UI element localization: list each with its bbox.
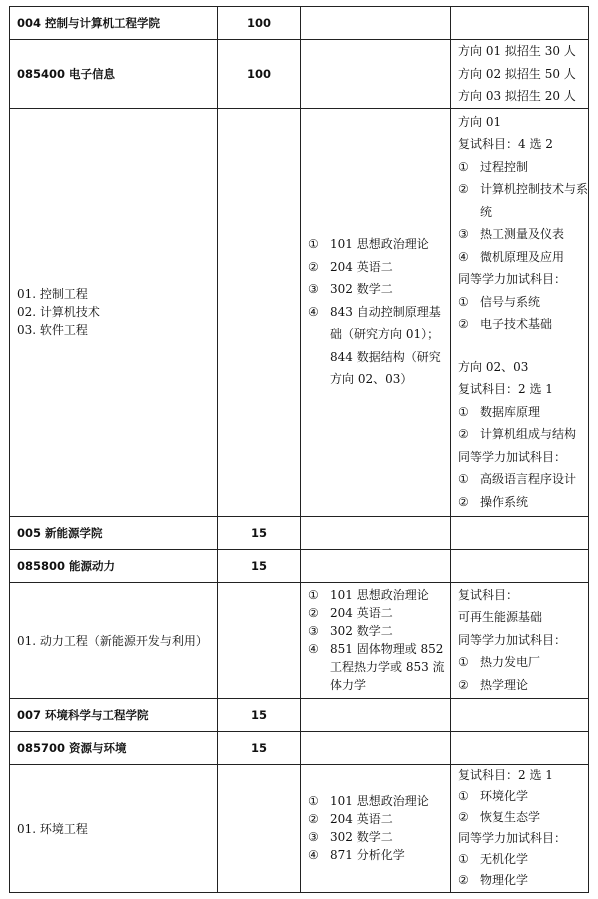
retest-subjects: 复试科目：2 选 1 ① 环境化学 ② 恢复生态学 同等学力加试科目： ① 无机化学 ② 物理化学 <box>451 764 589 892</box>
direction-note: 方向 03 拟招生 20 人 <box>458 89 576 103</box>
college-name: 007 环境科学与工程学院 <box>10 698 218 731</box>
table-row <box>10 764 589 892</box>
quota: 15 <box>218 698 301 731</box>
major-item: 02. 计算机技术 <box>17 305 100 319</box>
major-item: 01. 控制工程 <box>17 287 88 301</box>
quota: 15 <box>218 549 301 582</box>
exam-subjects <box>301 582 451 698</box>
retest-subjects: 方向 01 复试科目：4 选 2 ① 过程控制 ② 计算机控制技术与系统 ③ 热工测量及仪表 ④ 微机原理及应用 同等学力加试科目： ① 信号与系统 ② 电子技术基础 方向 02、03 复试科目：2 选 1 ① 数据库原理 ② 计算机组成与结构 同等学力加试科目： ① 高级语言程序设计 ② 操作系统 <box>451 108 589 516</box>
exam-item: ④ 851 固体物理或 852 工程热力学或 853 流体力学 <box>308 642 445 692</box>
table-row <box>10 549 589 582</box>
exam-subjects <box>301 764 451 892</box>
major-list <box>10 764 218 892</box>
degree-name: 085400 电子信息 <box>10 40 218 109</box>
direction-note: 方向 02 拟招生 50 人 <box>458 66 576 81</box>
exam-item: ③ 302 数学二 <box>308 624 393 638</box>
table-row <box>10 582 589 698</box>
degree-name: 085700 资源与环境 <box>10 731 218 764</box>
major-list <box>10 108 218 516</box>
direction-notes <box>451 40 589 109</box>
exam-item: ② 204 英语二 <box>308 259 393 274</box>
table-row <box>10 698 589 731</box>
exam-item: ② 204 英语二 <box>308 606 393 620</box>
table-row <box>10 40 589 109</box>
major-list <box>10 582 218 698</box>
table-row <box>10 731 589 764</box>
quota: 100 <box>218 7 301 40</box>
admission-table <box>9 6 589 893</box>
exam-item: ① 101 思想政治理论 <box>308 237 429 252</box>
direction-note: 方向 01 拟招生 30 人 <box>458 44 576 58</box>
quota: 15 <box>218 731 301 764</box>
college-name: 004 控制与计算机工程学院 <box>10 7 218 40</box>
exam-item: ④ 843 自动控制原理基础（研究方向 01）；844 数据结构（研究方向 02、03） <box>308 304 441 387</box>
exam-item: ① 101 思想政治理论 <box>308 588 429 602</box>
exam-item: ① 101 思想政治理论 <box>308 794 429 808</box>
major-item: 03. 软件工程 <box>17 323 88 337</box>
table-row <box>10 516 589 549</box>
table-row <box>10 7 589 40</box>
college-name: 005 新能源学院 <box>10 516 218 549</box>
degree-name: 085800 能源动力 <box>10 549 218 582</box>
exam-item: ③ 302 数学二 <box>308 282 393 297</box>
major-item: 01. 环境工程 <box>17 821 88 836</box>
quota: 100 <box>218 40 301 109</box>
exam-item: ④ 871 分析化学 <box>308 848 405 862</box>
table-row <box>10 108 589 516</box>
quota: 15 <box>218 516 301 549</box>
major-item: 01. 动力工程（新能源开发与利用） <box>17 633 208 648</box>
retest-subjects: 复试科目： 可再生能源基础 同等学力加试科目： ① 热力发电厂 ② 热学理论 <box>451 582 589 698</box>
exam-subjects <box>301 108 451 516</box>
exam-item: ② 204 英语二 <box>308 812 393 826</box>
exam-item: ③ 302 数学二 <box>308 830 393 844</box>
